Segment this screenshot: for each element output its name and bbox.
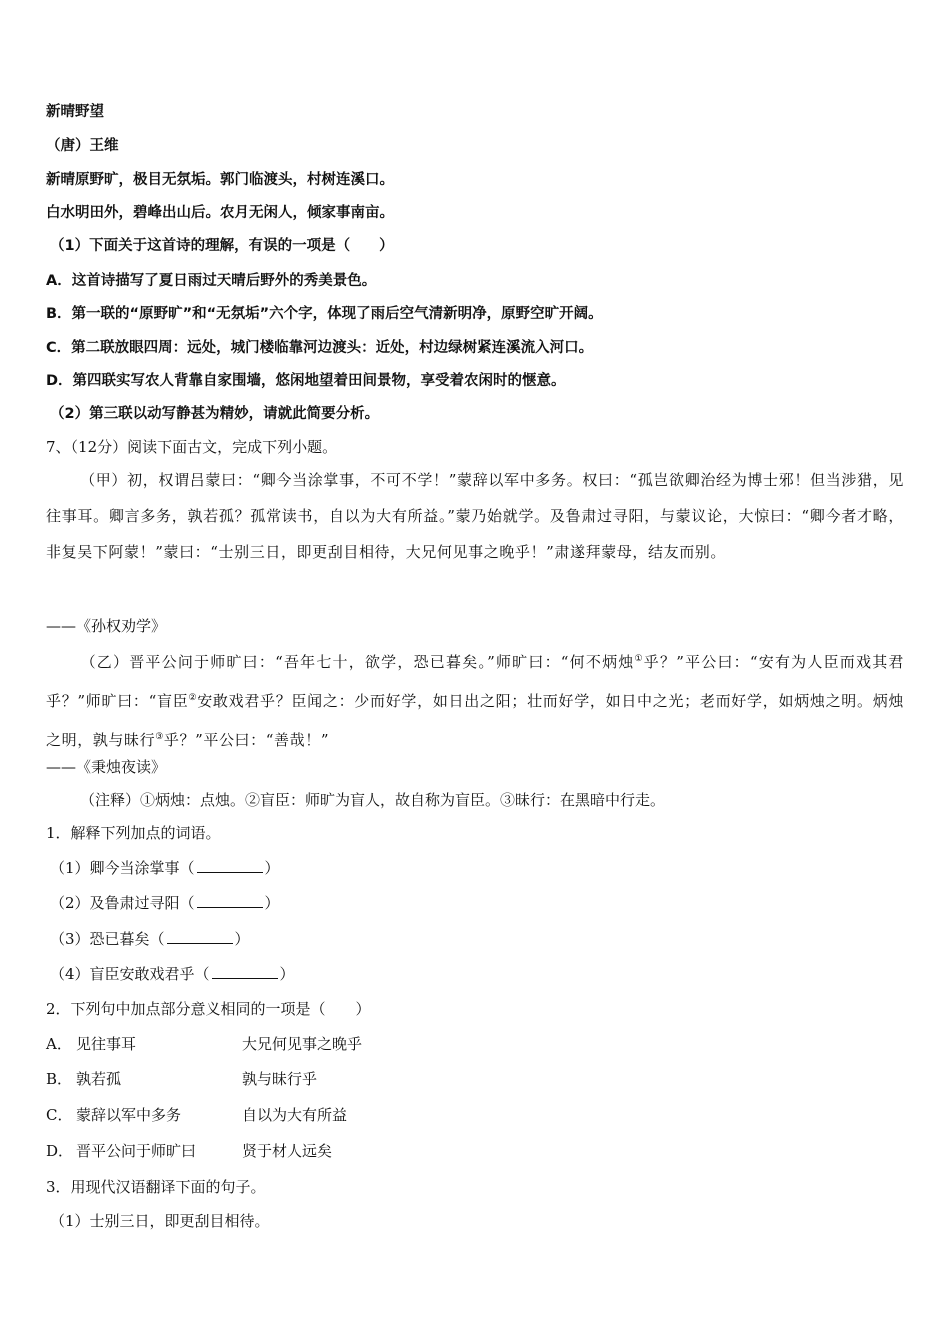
note-ref-1: ① [634,654,644,664]
passage-yi: （乙）晋平公问于师旷曰：“吾年七十，欲学，恐已暮矣。”师旷曰：“何不炳烛①乎？”平公曰：“安有为人臣而戏其君乎？”师旷曰：“盲臣②安敢戏君乎？臣闻之：少而好学，如日出之阳；壮而好学，如日中之光；老而好学，如炳烛之明。炳烛之明，孰与昧行③乎？”平公曰：“善哉！” [46,653,905,749]
choice-option-c[interactable]: C． 蒙辞以军中多务 自以为大有所益 [46,1106,348,1124]
passage-yi-source: ——《秉烛夜读》 [46,758,167,776]
subquestion-3-title: 3．用现代汉语翻译下面的句子。 [46,1178,266,1196]
choice-option-d[interactable]: D． 晋平公问于师旷曰 贤于材人远矣 [46,1142,333,1160]
question-7-header: 7、（12分）阅读下面古文，完成下列小题。 [46,438,338,456]
fill-blank-item: （3）恐已暮矣（ ） [50,930,250,948]
passage-jia-source: ——《孙权劝学》 [46,617,167,635]
note-ref-2: ② [188,693,198,703]
answer-blank[interactable] [197,893,263,908]
option-a: A．这首诗描写了夏日雨过天晴后野外的秀美景色。 [46,273,377,289]
answer-blank[interactable] [212,964,278,979]
fill-blank-item: （2）及鲁肃过寻阳（ ） [50,894,280,912]
passage-jia: （甲）初，权谓吕蒙曰：“卿今当涂掌事，不可不学！”蒙辞以军中多务。权曰：“孤岂欲卿治经为博士邪！但当涉猎，见往事耳。卿言多务，孰若孤？孤常读书，自以为大有所益。”蒙乃始就学。及鲁肃过寻阳，与蒙议论，大惊曰：“卿今者才略，非复吴下阿蒙！”蒙曰：“士别三日，即更刮目相待，大兄何见事之晚乎！”肃遂拜蒙母，结友而别。 [46,471,904,561]
poem-line-1: 新晴原野旷，极目无氛垢。郭门临渡头，村树连溪口。 [46,172,394,188]
question-6-2: （2）第三联以动写静甚为精妙，请就此简要分析。 [50,406,380,422]
choice-option-b[interactable]: B． 孰若孤 孰与昧行乎 [46,1070,318,1088]
poem-line-2: 白水明田外，碧峰出山后。农月无闲人，倾家事南亩。 [46,205,394,221]
note-ref-3: ③ [155,732,164,742]
subquestion-2-title: 2．下列句中加点部分意义相同的一项是（ ） [46,1000,371,1018]
poem-title: 新晴野望 [46,104,104,120]
answer-blank[interactable] [167,929,233,944]
poem-author: （唐）王维 [46,138,119,154]
option-c: C．第二联放眼四周：远处，城门楼临靠河边渡头：近处，村边绿树紧连溪流入河口。 [46,340,594,356]
subquestion-1-title: 1．解释下列加点的词语。 [46,824,221,842]
fill-blank-item: （1）卿今当涂掌事（ ） [50,859,280,877]
annotation-note: （注释）①炳烛：点烛。②盲臣：师旷为盲人，故自称为盲臣。③昧行：在黑暗中行走。 [80,791,666,809]
translation-item-1: （1）士别三日，即更刮目相待。 [50,1212,270,1230]
option-b: B．第一联的“原野旷”和“无氛垢”六个字，体现了雨后空气清新明净，原野空旷开阔。 [46,306,603,322]
choice-option-a[interactable]: A． 见往事耳 大兄何见事之晚乎 [46,1035,363,1053]
option-d: D．第四联实写农人背靠自家围墙，悠闲地望着田间景物，享受着农闲时的惬意。 [46,373,566,389]
answer-blank[interactable] [197,858,263,873]
fill-blank-item: （4）盲臣安敢戏君乎（ ） [50,965,295,983]
question-6-1: （1）下面关于这首诗的理解，有误的一项是（ ） [50,238,394,254]
